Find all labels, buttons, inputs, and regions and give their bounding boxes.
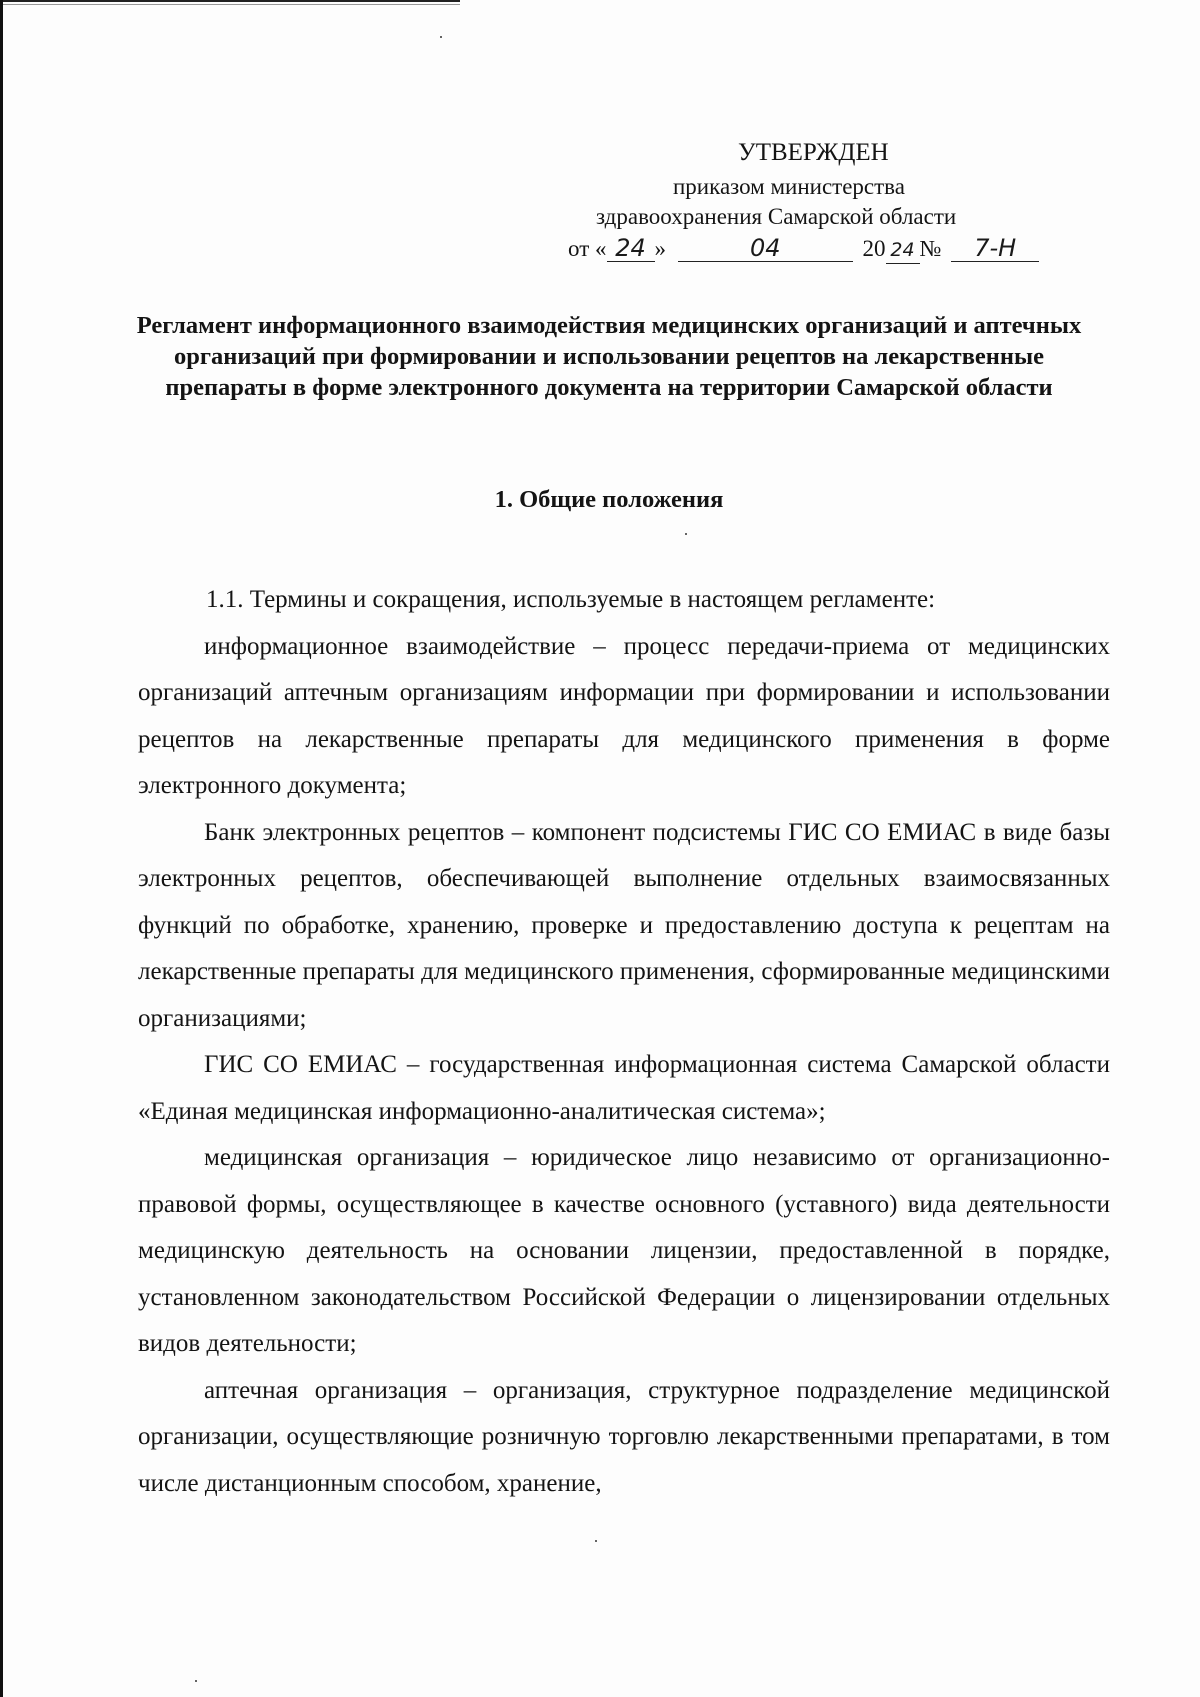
scan-edge-top-faint (0, 4, 460, 5)
paragraph-erecipe-bank: Банк электронных рецептов – компонент подсистемы ГИС СО ЕМИАС в виде базы электронных рецептов, обеспечивающей выполнение отдельных взаимосвязанных функций по обработке, хранению, проверке и предоставлению доступа к рецептам на лекарственные препараты для медицинского применения, сформированные медицинскими организациями; (138, 818, 1110, 1032)
paragraph-terms-intro: 1.1. Термины и сокращения, используемые в настоящем регламенте: (206, 586, 936, 613)
approval-order-line: приказом министерства (673, 174, 905, 199)
section-title: 1. Общие положения (494, 486, 724, 513)
number-prefix: № (919, 236, 942, 261)
scan-speck (685, 533, 687, 535)
scan-speck (440, 36, 442, 38)
scan-speck (595, 1540, 597, 1542)
scan-edge-left (0, 0, 3, 1697)
document-body (138, 577, 1110, 1507)
document-title: Регламент информационного взаимодействия медицинских организаций и аптечных организаций при формировании и использовании рецептов на лекарственные препараты в форме электронного документа на территории Самарской области (136, 312, 1082, 401)
date-month-handwritten: 04 (678, 235, 853, 262)
scan-speck (195, 1680, 197, 1682)
paragraph-medical-org: медицинская организация – юридическое лицо независимо от организационно-правовой формы, осуществляющее в качестве основного (уставного) вида деятельности медицинскую деятельность на основании лицензии, предоставленной в порядке, установленном законодательством Российской Федерации о лицензировании отдельных видов деятельности; (138, 1144, 1110, 1357)
approval-date-number-line (568, 234, 1039, 264)
date-day-handwritten: 24 (607, 235, 655, 262)
order-number-handwritten: 7-Н (951, 235, 1039, 262)
year-handwritten: 24 (886, 237, 920, 264)
year-prefix: 20 (862, 236, 886, 261)
scan-edge-top (0, 0, 460, 2)
paragraph-pharmacy-org: аптечная организация – организация, структурное подразделение медицинской организации, осуществляющие розничную торговлю лекарственными препаратами, в том числе дистанционным способом, хранение, (138, 1376, 1110, 1497)
date-mid: » (654, 236, 666, 261)
approval-title: УТВЕРЖДЕН (738, 139, 889, 166)
date-prefix: от « (568, 236, 607, 261)
approval-ministry-line: здравоохранения Самарской области (596, 204, 957, 229)
paragraph-gis-emias: ГИС СО ЕМИАС – государственная информационная система Самарской области «Единая медицинская информационно-аналитическая система»; (138, 1051, 1110, 1125)
paragraph-info-interaction: информационное взаимодействие – процесс передачи-приема от медицинских организаций аптечным организациям информации при формировании и использовании рецептов на лекарственные препараты для медицинского применения в форме электронного документа; (138, 632, 1110, 799)
